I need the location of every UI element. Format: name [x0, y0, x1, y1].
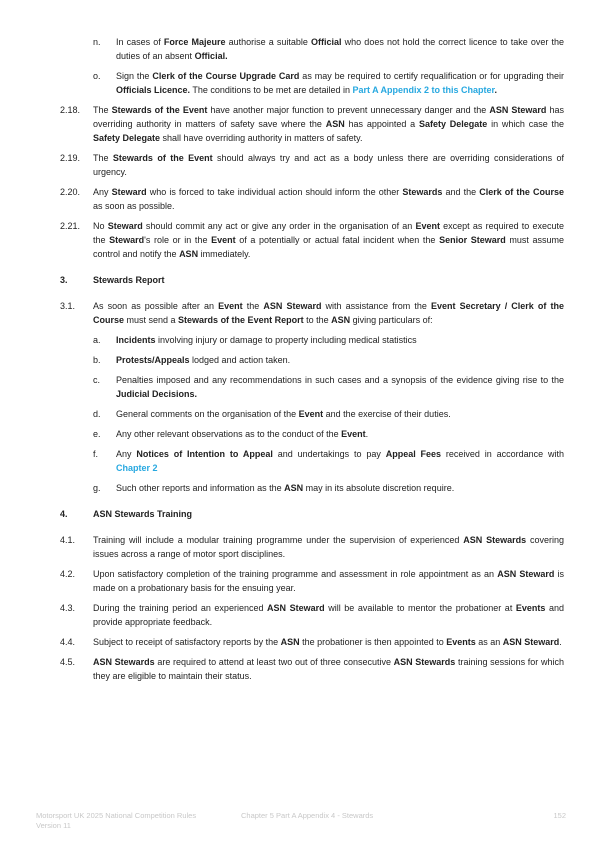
footer-version: Version 11 — [36, 821, 71, 830]
cross-reference-link[interactable]: Chapter 2 — [116, 463, 158, 473]
text-run: must assume control and notify the — [93, 235, 565, 259]
defined-term: Events — [515, 603, 546, 613]
defined-term: Event — [341, 429, 366, 439]
text-run: The conditions to be met are detailed in — [190, 85, 353, 95]
defined-term: Incidents — [116, 335, 156, 345]
text-run: During the training period an experienced — [93, 603, 268, 613]
sub-clause — [60, 69, 564, 97]
footer-title: Motorsport UK 2025 National Competition Rules — [36, 811, 197, 820]
defined-term: Events — [446, 637, 476, 647]
text-run: will be available to mentor the probationer at — [324, 603, 516, 613]
text-run: of a potentially or actual fatal incident when the — [235, 235, 440, 245]
defined-term: Steward — [111, 187, 147, 197]
defined-term: Protests/Appeals — [116, 355, 190, 365]
text-run: as an — [475, 637, 503, 647]
cross-reference-link[interactable]: Part A Appendix 2 to this Chapter — [352, 85, 495, 95]
defined-term: ASN Stewards — [393, 657, 456, 667]
text-run: should commit any act or give any order in the organisation of an — [142, 221, 416, 231]
text-run: as soon as possible. — [93, 201, 175, 211]
text-run: Any — [93, 187, 112, 197]
text-run: in which case the — [487, 119, 565, 129]
clause-number: 3. — [60, 275, 68, 285]
defined-term: Official. — [194, 51, 228, 61]
defined-term: Judicial Decisions. — [116, 389, 198, 399]
text-run: Such other reports and information as the — [116, 483, 285, 493]
defined-term: Notices of Intention to Appeal — [136, 449, 273, 459]
clause-number: n. — [93, 37, 101, 47]
text-run: have another major function to prevent unnecessary danger and the — [207, 105, 490, 115]
defined-term: ASN Steward — [502, 637, 560, 647]
clause — [60, 299, 564, 327]
clause-number: 2.20. — [60, 187, 81, 197]
clause-number: f. — [93, 449, 99, 459]
defined-term: Clerk of the Course Upgrade Card — [152, 71, 300, 81]
text-run: General comments on the organisation of the — [116, 409, 299, 419]
text-run: is made on a probationary basis for the ensuing year. — [93, 569, 565, 593]
defined-term: ASN Steward — [497, 569, 555, 579]
text-run: must send a — [124, 315, 179, 325]
defined-term: Stewards of the Event Report — [178, 315, 304, 325]
text-run: has overriding authority in matters of safety save where the — [93, 105, 565, 129]
defined-term: Event — [218, 301, 243, 311]
sub-clause — [60, 427, 564, 441]
text-run: who does not hold the correct licence to take over the duties of an absent — [116, 37, 564, 61]
clause — [60, 601, 564, 629]
clause-number: 4. — [60, 509, 68, 519]
clause-number: 4.1. — [60, 535, 76, 545]
text-run: giving particulars of: — [350, 315, 433, 325]
defined-term: ASN Stewards Training — [93, 509, 193, 519]
clause-number: 2.21. — [60, 221, 81, 231]
sub-clause — [60, 447, 564, 475]
sub-clause — [60, 373, 564, 401]
clause-number: 2.19. — [60, 153, 81, 163]
clause-number: 4.3. — [60, 603, 76, 613]
defined-term: Stewards Report — [93, 275, 165, 285]
text-run: 's role or in the — [144, 235, 212, 245]
text-run: As soon as possible after an — [93, 301, 219, 311]
clause-number: 2.18. — [60, 105, 81, 115]
section-heading — [60, 273, 564, 287]
text-run: except as required to execute the — [93, 221, 564, 245]
text-run: In cases of — [116, 37, 164, 47]
text-run: and undertakings to pay — [272, 449, 386, 459]
clause — [60, 219, 564, 261]
clause-number: d. — [93, 409, 101, 419]
text-run: received in accordance with — [441, 449, 565, 459]
text-run: and the — [442, 187, 480, 197]
defined-term: ASN Steward — [263, 301, 322, 311]
footer-chapter: Chapter 5 Part A Appendix 4 - Stewards — [241, 811, 374, 820]
text-run: training sessions for which they are eligible to maintain their status. — [93, 657, 564, 681]
defined-term: Steward — [107, 221, 143, 231]
clause-number: e. — [93, 429, 101, 439]
text-run: . — [365, 429, 369, 439]
defined-term: Clerk of the Course — [479, 187, 564, 197]
clause-number: c. — [93, 375, 101, 385]
text-run: The — [93, 153, 113, 163]
defined-term: Appeal Fees — [385, 449, 442, 459]
sub-clause — [60, 333, 564, 347]
text-run: to the — [303, 315, 332, 325]
text-run: with assistance from the — [321, 301, 431, 311]
defined-term: Official — [311, 37, 342, 47]
defined-term: Event — [298, 409, 324, 419]
section-heading — [60, 507, 564, 521]
defined-term: ASN Steward — [267, 603, 325, 613]
text-run: Sign the — [116, 71, 153, 81]
defined-term: ASN Stewards — [463, 535, 527, 545]
defined-term: Event — [211, 235, 236, 245]
clause-number: b. — [93, 355, 101, 365]
text-run: and provide appropriate feedback. — [93, 603, 564, 627]
clause — [60, 533, 564, 561]
document-body — [60, 35, 564, 689]
defined-term: Safety Delegate — [418, 119, 488, 129]
text-run: as may be required to certify requalification or for upgrading their — [299, 71, 564, 81]
page-footer — [36, 811, 566, 831]
defined-term: Force Majeure — [163, 37, 226, 47]
sub-clause — [60, 407, 564, 421]
clause — [60, 655, 564, 683]
defined-term: ASN Stewards — [93, 657, 155, 667]
defined-term: Senior Steward — [439, 235, 506, 245]
text-run: may in its absolute discretion require. — [303, 483, 455, 493]
sub-clause — [60, 481, 564, 495]
text-run: The — [93, 105, 112, 115]
defined-term: Event — [415, 221, 440, 231]
clause-number: g. — [93, 483, 101, 493]
sub-clause — [60, 353, 564, 367]
text-run: Any other relevant observations as to the conduct of the — [116, 429, 342, 439]
text-run: authorise a suitable — [225, 37, 312, 47]
defined-term: ASN Steward — [489, 105, 547, 115]
sub-clause — [60, 35, 564, 63]
clause — [60, 635, 564, 649]
clause-number: 4.4. — [60, 637, 76, 647]
clause — [60, 567, 564, 595]
text-run: involving injury or damage to property including medical statistics — [155, 335, 417, 345]
text-run: has appointed a — [344, 119, 419, 129]
clause-number: o. — [93, 71, 101, 81]
defined-term: ASN — [280, 637, 300, 647]
text-run: lodged and action taken. — [189, 355, 291, 365]
clause-number: a. — [93, 335, 101, 345]
text-run: should always try and act as a body unless there are overriding considerations of urgency. — [93, 153, 564, 177]
text-run: and the exercise of their duties. — [323, 409, 451, 419]
defined-term: Safety Delegate — [93, 133, 161, 143]
text-run: the — [242, 301, 264, 311]
text-run: Any — [116, 449, 137, 459]
text-run: covering issues across a range of motor sport disciplines. — [93, 535, 564, 559]
defined-term: ASN — [284, 483, 304, 493]
text-run: are required to attend at least two out of three consecutive — [154, 657, 394, 667]
clause-number: 4.2. — [60, 569, 76, 579]
defined-term: ASN — [179, 249, 199, 259]
clause-number: 4.5. — [60, 657, 76, 667]
page-number: 152 — [553, 811, 566, 820]
clause-number: 3.1. — [60, 301, 76, 311]
defined-term: Stewards of the Event — [112, 153, 213, 163]
text-run: Upon satisfactory completion of the training programme and assessment in role appointment as an — [93, 569, 498, 579]
text-run: . — [559, 637, 562, 647]
text-run: Training will include a modular training programme under the supervision of experienced — [93, 535, 464, 545]
text-run: No — [93, 221, 108, 231]
text-run: the probationer is then appointed to — [299, 637, 447, 647]
text-run: Subject to receipt of satisfactory reports by the — [93, 637, 281, 647]
defined-term: Stewards — [402, 187, 443, 197]
defined-term: Officials Licence. — [116, 85, 191, 95]
clause — [60, 151, 564, 179]
defined-term: Event Secretary / Clerk of the Course — [93, 301, 564, 325]
clause — [60, 103, 564, 145]
defined-term: Steward — [109, 235, 145, 245]
clause — [60, 185, 564, 213]
text-run: who is forced to take individual action should inform the other — [146, 187, 403, 197]
defined-term: ASN — [325, 119, 345, 129]
text-run: shall have overriding authority in matters of safety. — [160, 133, 363, 143]
text-run: Penalties imposed and any recommendations in such cases and a synopsis of the evidence giving rise to the — [116, 375, 564, 385]
defined-term: Stewards of the Event — [111, 105, 208, 115]
defined-term: ASN — [331, 315, 351, 325]
defined-term: . — [494, 85, 498, 95]
text-run: immediately. — [198, 249, 251, 259]
